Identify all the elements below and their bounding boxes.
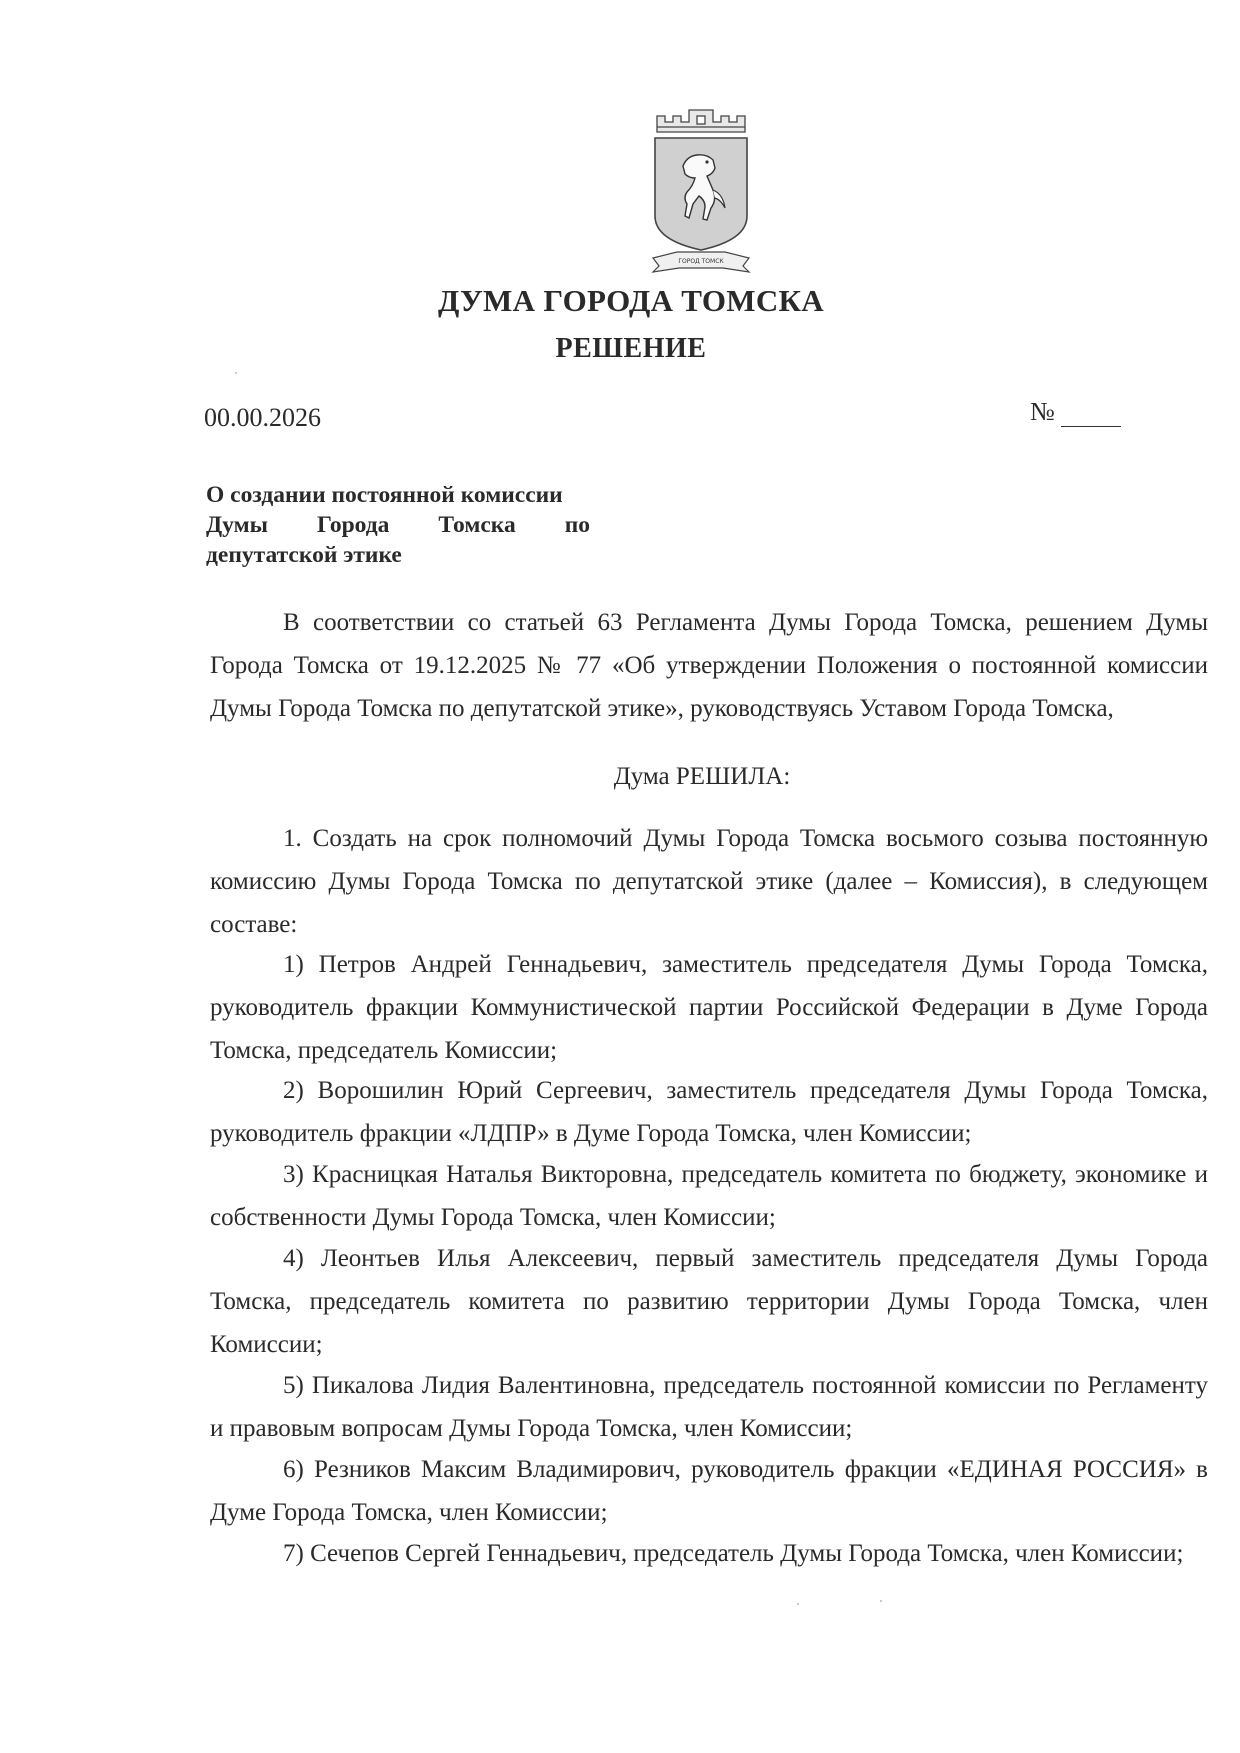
subject-line-1: О создании постоянной комиссии — [206, 482, 563, 508]
item-1-paragraph: 1. Создать на срок полномочий Думы Города Томска восьмого созыва постоянную комиссию Думы Города Томска по депутатской этике (далее – Комиссия), в следующем составе: — [210, 825, 1208, 938]
svg-text:ГОРОД ТОМСК: ГОРОД ТОМСК — [678, 258, 724, 265]
subject-line-3: депутатской этике — [206, 542, 402, 568]
member-item: 7) Сечепов Сергей Геннадьевич, председатель Думы Города Томска, член Комиссии; — [283, 1540, 1184, 1567]
document-type: РЕШЕНИЕ — [555, 333, 707, 364]
scan-artifact — [880, 1600, 882, 1602]
member-item: 6) Резников Максим Владимирович, руководитель фракции «ЕДИНАЯ РОССИЯ» в Думе Города Томска, член Комиссии; — [210, 1456, 1208, 1526]
tomsk-coat-of-arms-icon — [647, 108, 755, 280]
scan-artifact — [235, 372, 237, 374]
member-item: 2) Ворошилин Юрий Сергеевич, заместитель председателя Думы Города Томска, руководитель фракции «ЛДПР» в Думе Города Томска, член Комиссии; — [210, 1077, 1208, 1147]
document-subject — [206, 480, 590, 570]
resolved-heading: Дума РЕШИЛА: — [613, 763, 791, 790]
member-item: 1) Петров Андрей Геннадьевич, заместитель председателя Думы Города Томска, руководитель фракции Коммунистической партии Российской Федерации в Думе Города Томска, председатель Комиссии; — [210, 951, 1208, 1064]
organization-title: ДУМА ГОРОДА ТОМСКА — [438, 283, 824, 318]
document-number — [1030, 397, 1121, 427]
member-item: 3) Красницкая Наталья Викторовна, председатель комитета по бюджету, экономике и собственности Думы Города Томска, член Комиссии; — [210, 1161, 1208, 1231]
intro-paragraph: В соответствии со статьей 63 Регламента Думы Города Томска, решением Думы Города Томска от 19.12.2025 № 77 «Об утверждении Положения о постоянной комиссии Думы Города Томска по депутатской этике», руководствуясь Уставом Города Томска, — [210, 609, 1208, 722]
number-label: № — [1030, 397, 1055, 426]
member-item: 5) Пикалова Лидия Валентиновна, председатель постоянной комиссии по Регламенту и правовым вопросам Думы Города Томска, член Комиссии; — [210, 1372, 1208, 1442]
member-item: 4) Леонтьев Илья Алексеевич, первый заместитель председателя Думы Города Томска, председатель комитета по развитию территории Думы Города Томска, член Комиссии; — [210, 1245, 1208, 1358]
scan-artifact — [797, 1603, 799, 1605]
number-blank-line — [1061, 404, 1121, 427]
document-date: 00.00.2026 — [204, 403, 321, 432]
subject-line-2: Думы Города Томска по — [206, 512, 590, 538]
